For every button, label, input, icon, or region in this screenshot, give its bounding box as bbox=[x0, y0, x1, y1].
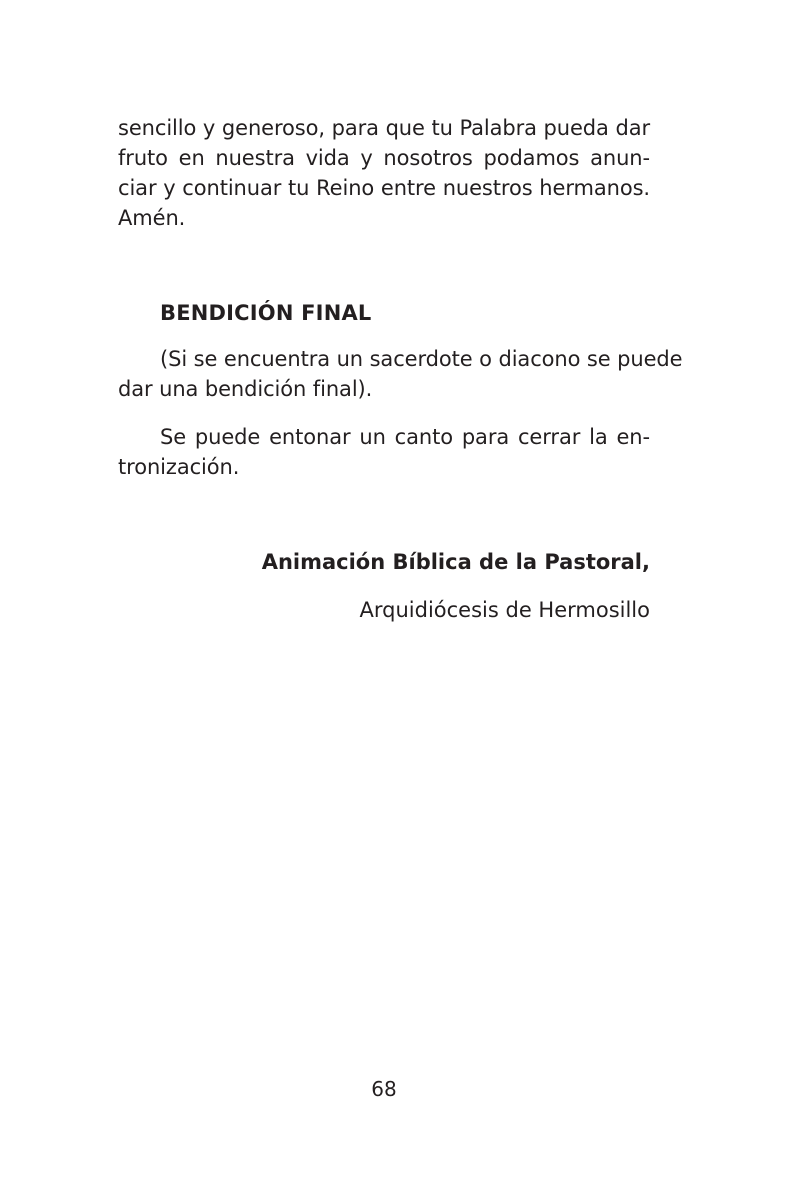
text-line: Amén. bbox=[118, 206, 186, 230]
text-line: ciar y continuar tu Reino entre nuestros hermanos. bbox=[118, 176, 650, 200]
signature-place: Arquidiócesis de Hermosillo bbox=[359, 598, 650, 622]
text-line: sencillo y generoso, para que tu Palabra pueda dar bbox=[118, 116, 650, 140]
text-line: Se puede entonar un canto para cerrar la en- bbox=[160, 425, 650, 449]
text-line: dar una bendición final). bbox=[118, 377, 373, 401]
page-number: 68 bbox=[371, 1077, 397, 1101]
text-line: tronización. bbox=[118, 455, 240, 479]
signature-organization: Animación Bíblica de la Pastoral, bbox=[261, 550, 650, 574]
section-heading: BENDICIÓN FINAL bbox=[160, 301, 372, 325]
text-line: fruto en nuestra vida y nosotros podamos anun- bbox=[118, 146, 650, 170]
text-line: (Si se encuentra un sacerdote o diacono se puede bbox=[160, 347, 683, 371]
